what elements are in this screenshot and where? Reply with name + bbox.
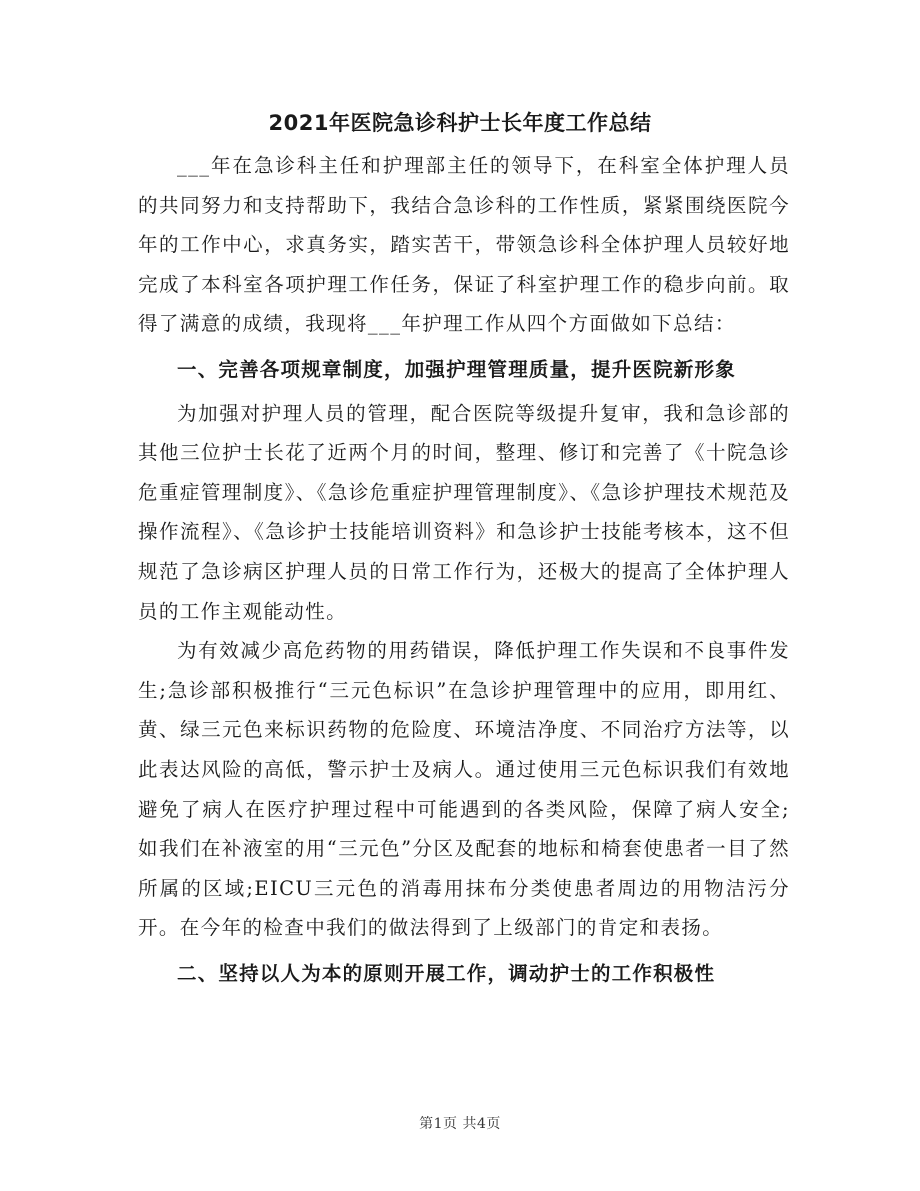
- section-1-paragraph-2: 为有效减少高危药物的用药错误，降低护理工作失误和不良事件发生;急诊部积极推行“三元色标识”在急诊护理管理中的应用，即用红、黄、绿三元色来标识药物的危险度、环境洁净度、不同治疗方法等，以此表达风险的高低，警示护士及病人。通过使用三元色标识我们有效地避免了病人在医疗护理过程中可能遇到的各类风险，保障了病人安全;如我们在补液室的用“三元色”分区及配套的地标和椅套使患者一目了然所属的区域;EICU三元色的消毒用抹布分类使患者周边的用物洁污分开。在今年的检查中我们的做法得到了上级部门的肯定和表扬。: [138, 639, 790, 940]
- section-1-paragraph-1: 为加强对护理人员的管理，配合医院等级提升复审，我和急诊部的其他三位护士长花了近两个月的时间，整理、修订和完善了《十院急诊危重症管理制度》、《急诊危重症护理管理制度》、《急诊护理技术规范及操作流程》、《急诊护士技能培训资料》和急诊护士技能考核本，这不但规范了急诊病区护理人员的日常工作行为，还极大的提高了全体护理人员的工作主观能动性。: [138, 401, 790, 623]
- document-body: [138, 146, 790, 997]
- document-title: 2021年医院急诊科护士长年度工作总结: [268, 111, 652, 135]
- intro-paragraph: ___年在急诊科主任和护理部主任的领导下，在科室全体护理人员的共同努力和支持帮助下，我结合急诊科的工作性质，紧紧围绕医院今年的工作中心，求真务实，踏实苦干，带领急诊科全体护理人员较好地完成了本科室各项护理工作任务，保证了科室护理工作的稳步向前。取得了满意的成绩，我现将___年护理工作从四个方面做如下总结：: [138, 154, 790, 336]
- section-heading-1: 一、完善各项规章制度，加强护理管理质量，提升医院新形象: [177, 357, 736, 381]
- page-number-footer: 第1页 共4页: [419, 1116, 501, 1132]
- section-heading-2: 二、坚持以人为本的原则开展工作，调动护士的工作积极性: [177, 961, 716, 985]
